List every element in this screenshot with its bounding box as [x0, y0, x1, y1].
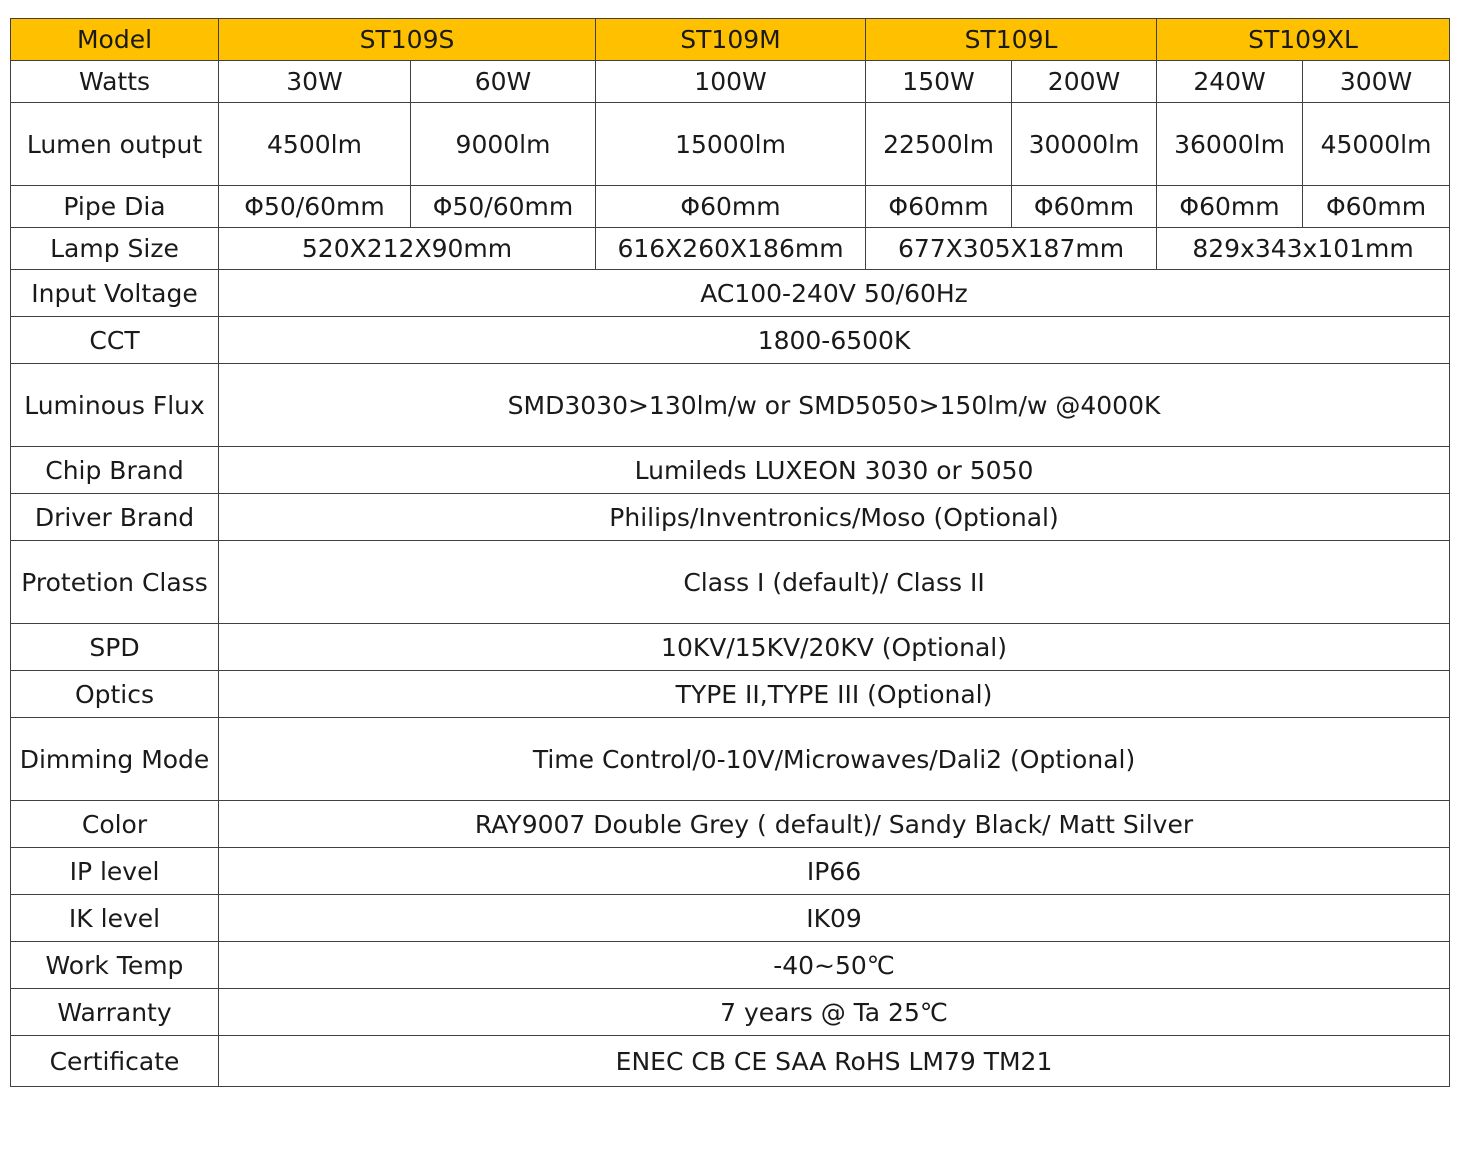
spec-row — [11, 1036, 1450, 1087]
row-label: Input Voltage — [11, 270, 219, 317]
watts-cell: 100W — [596, 61, 866, 103]
watts-cell: 30W — [219, 61, 411, 103]
watts-cell: 300W — [1303, 61, 1450, 103]
row-label: CCT — [11, 317, 219, 364]
watts-row — [11, 61, 1450, 103]
row-label: Chip Brand — [11, 447, 219, 494]
row-label: Work Temp — [11, 942, 219, 989]
model-cell: ST109XL — [1157, 19, 1450, 61]
size-row — [11, 228, 1450, 270]
row-label: Color — [11, 801, 219, 848]
row-value: 10KV/15KV/20KV (Optional) — [219, 624, 1450, 671]
row-value: TYPE II,TYPE III (Optional) — [219, 671, 1450, 718]
spec-row — [11, 718, 1450, 801]
row-label: Certificate — [11, 1036, 219, 1087]
size-cell: 829x343x101mm — [1157, 228, 1450, 270]
row-value: IK09 — [219, 895, 1450, 942]
row-label: Luminous Flux — [11, 364, 219, 447]
spec-row — [11, 942, 1450, 989]
row-value: 7 years @ Ta 25℃ — [219, 989, 1450, 1036]
size-cell: 677X305X187mm — [866, 228, 1157, 270]
pipe-row — [11, 186, 1450, 228]
row-label: Watts — [11, 61, 219, 103]
lumen-cell: 30000lm — [1012, 103, 1157, 186]
spec-row — [11, 989, 1450, 1036]
header-row — [11, 19, 1450, 61]
spec-row — [11, 317, 1450, 364]
row-label: SPD — [11, 624, 219, 671]
pipe-cell: Φ60mm — [866, 186, 1012, 228]
row-label: Protetion Class — [11, 541, 219, 624]
row-value: SMD3030>130lm/w or SMD5050>150lm/w @4000K — [219, 364, 1450, 447]
lumen-cell: 15000lm — [596, 103, 866, 186]
lumen-cell: 36000lm — [1157, 103, 1303, 186]
spec-row — [11, 671, 1450, 718]
row-label: Lamp Size — [11, 228, 219, 270]
row-value: -40~50℃ — [219, 942, 1450, 989]
model-cell: ST109S — [219, 19, 596, 61]
lumen-row — [11, 103, 1450, 186]
spec-row — [11, 494, 1450, 541]
row-value: Lumileds LUXEON 3030 or 5050 — [219, 447, 1450, 494]
pipe-cell: Φ60mm — [1157, 186, 1303, 228]
row-value: ENEC CB CE SAA RoHS LM79 TM21 — [219, 1036, 1450, 1087]
spec-row — [11, 541, 1450, 624]
spec-row — [11, 848, 1450, 895]
model-cell: ST109L — [866, 19, 1157, 61]
watts-cell: 200W — [1012, 61, 1157, 103]
row-value: Time Control/0-10V/Microwaves/Dali2 (Optional) — [219, 718, 1450, 801]
row-label: IK level — [11, 895, 219, 942]
model-cell: ST109M — [596, 19, 866, 61]
spec-row — [11, 364, 1450, 447]
row-label: Warranty — [11, 989, 219, 1036]
watts-cell: 60W — [411, 61, 596, 103]
row-label: Pipe Dia — [11, 186, 219, 228]
watts-cell: 240W — [1157, 61, 1303, 103]
lumen-cell: 22500lm — [866, 103, 1012, 186]
pipe-cell: Φ60mm — [596, 186, 866, 228]
spec-row — [11, 801, 1450, 848]
row-label: Optics — [11, 671, 219, 718]
spec-row — [11, 895, 1450, 942]
lumen-cell: 45000lm — [1303, 103, 1450, 186]
row-value: 1800-6500K — [219, 317, 1450, 364]
pipe-cell: Φ60mm — [1303, 186, 1450, 228]
lumen-cell: 4500lm — [219, 103, 411, 186]
spec-row — [11, 624, 1450, 671]
row-label: Lumen output — [11, 103, 219, 186]
row-value: RAY9007 Double Grey ( default)/ Sandy Black/ Matt Silver — [219, 801, 1450, 848]
spec-table — [10, 18, 1450, 1087]
row-label: Driver Brand — [11, 494, 219, 541]
size-cell: 520X212X90mm — [219, 228, 596, 270]
watts-cell: 150W — [866, 61, 1012, 103]
row-label: IP level — [11, 848, 219, 895]
header-label: Model — [11, 19, 219, 61]
spec-row — [11, 270, 1450, 317]
row-label: Dimming Mode — [11, 718, 219, 801]
size-cell: 616X260X186mm — [596, 228, 866, 270]
row-value: Philips/Inventronics/Moso (Optional) — [219, 494, 1450, 541]
pipe-cell: Φ50/60mm — [219, 186, 411, 228]
row-value: AC100-240V 50/60Hz — [219, 270, 1450, 317]
row-value: IP66 — [219, 848, 1450, 895]
pipe-cell: Φ50/60mm — [411, 186, 596, 228]
lumen-cell: 9000lm — [411, 103, 596, 186]
row-value: Class I (default)/ Class II — [219, 541, 1450, 624]
spec-row — [11, 447, 1450, 494]
pipe-cell: Φ60mm — [1012, 186, 1157, 228]
